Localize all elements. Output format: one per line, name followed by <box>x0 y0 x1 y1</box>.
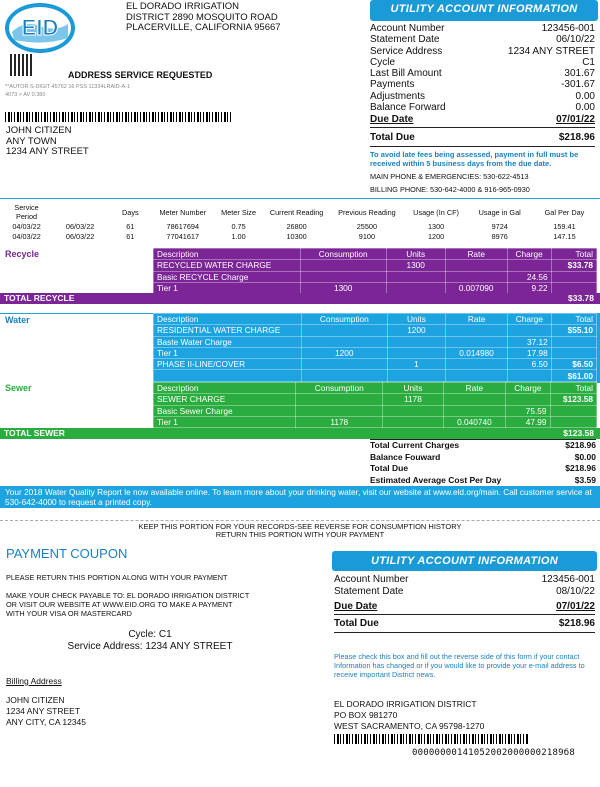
charge-cell <box>387 336 446 347</box>
divider <box>334 614 595 615</box>
coupon-service-address: Service Address: 1234 ANY STREET <box>67 641 233 652</box>
charge-cell: Tier 1 <box>154 416 296 427</box>
column-header: Consumption <box>300 249 386 260</box>
summary-value: $218.96 <box>565 440 596 450</box>
charge-cell: 9.22 <box>507 282 551 293</box>
field-label: Cycle <box>370 56 396 68</box>
keep-portion-line: KEEP THIS PORTION FOR YOUR RECORDS-SEE REVERSE FOR CONSUMPTION HISTORY <box>0 520 600 531</box>
coupon-due-date-value: 07/01/22 <box>556 601 595 612</box>
total-due-value: $218.96 <box>558 132 595 143</box>
total-due-row <box>370 132 595 143</box>
usage-cell: 78617694 <box>166 221 200 231</box>
due-date-row <box>370 114 595 125</box>
column-header: Rate <box>446 314 508 325</box>
due-date-value: 07/01/22 <box>556 114 595 125</box>
charge-cell: 1 <box>387 359 446 370</box>
coupon-due-date-row <box>334 601 595 612</box>
usage-cell: 04/03/22 <box>12 221 41 231</box>
coupon-total-due-value: $218.96 <box>558 618 595 629</box>
charge-cell: 1300 <box>386 260 445 271</box>
charge-cell <box>443 405 506 416</box>
column-header: Total <box>550 383 596 394</box>
account-info-panel <box>370 23 595 113</box>
return-portion-line: RETURN THIS PORTION WITH YOUR PAYMENT <box>215 530 385 539</box>
recycle-row <box>154 282 597 293</box>
charge-cell <box>302 359 387 370</box>
usage-cell: 26800 <box>286 221 307 231</box>
cacct-row <box>334 574 595 586</box>
charge-cell <box>296 405 383 416</box>
charge-cell: 1200 <box>302 347 387 358</box>
field-label: Last Bill Amount <box>370 68 442 80</box>
charge-cell <box>507 325 551 336</box>
recycle-row <box>154 260 597 271</box>
charge-cell: RESIDENTIAL WATER CHARGE <box>154 325 302 336</box>
billing-phone: BILLING PHONE: 530-642-4000 & 916-965-0930 <box>370 185 530 194</box>
acct-row <box>370 23 595 34</box>
usage-cell: 9100 <box>358 231 376 241</box>
sewer-row <box>154 394 597 405</box>
address-line: PO BOX 981270 <box>334 710 398 720</box>
company-address-1: DISTRICT 2890 MOSQUITO ROAD <box>126 11 278 23</box>
usage-column-header: Meter Number <box>159 207 207 217</box>
water-row <box>154 370 597 381</box>
usage-cell: 04/03/22 <box>12 231 41 241</box>
total-recycle-bar <box>0 293 600 304</box>
charge-cell <box>302 325 387 336</box>
account-info-title: UTILITY ACCOUNT INFORMATION <box>370 0 598 21</box>
customer-name: JOHN CITIZEN <box>6 125 72 136</box>
water-row <box>154 336 597 347</box>
customer-line2: ANY TOWN <box>6 135 57 147</box>
column-header: Units <box>383 383 443 394</box>
column-header: Consumption <box>302 314 387 325</box>
charge-cell <box>300 271 386 282</box>
payment-coupon-title: PAYMENT COUPON <box>6 546 128 561</box>
charge-cell: $33.78 <box>551 260 596 271</box>
coupon-account-info-title: UTILITY ACCOUNT INFORMATION <box>332 551 597 571</box>
summary-row <box>370 475 596 487</box>
summary-label: Total Current Charges <box>370 440 460 450</box>
charge-cell <box>445 271 507 282</box>
usage-cell: 8976 <box>491 231 508 241</box>
acct-row <box>370 46 595 57</box>
charge-cell: $6.50 <box>551 359 596 370</box>
summary-label: Estimated Average Cost Per Day <box>370 474 502 485</box>
usage-cell: 77041617 <box>166 231 200 241</box>
charge-cell: $61.00 <box>551 370 596 381</box>
column-header: Total <box>551 249 596 260</box>
charge-cell <box>446 325 508 336</box>
usage-cell: 06/03/22 <box>65 231 95 241</box>
recycle-header-row <box>154 249 597 260</box>
field-label: Statement Date <box>334 586 404 597</box>
charge-cell: 47.99 <box>506 416 550 427</box>
water-row <box>154 325 597 336</box>
sewer-row <box>154 405 597 416</box>
charge-cell: RECYCLED WATER CHARGE <box>154 260 301 271</box>
coupon-payable-to <box>6 591 249 618</box>
field-value: C1 <box>582 56 595 68</box>
usage-cell: 61 <box>126 231 135 241</box>
charge-cell <box>507 370 551 381</box>
charge-cell: Basic Sewer Charge <box>154 405 296 416</box>
charge-cell <box>386 271 445 282</box>
water-rule <box>0 313 153 314</box>
column-header: Description <box>154 383 296 394</box>
summary-value: $0.00 <box>574 451 596 462</box>
charge-cell <box>443 394 506 405</box>
due-date-label: Due Date <box>370 114 414 125</box>
cacct-row <box>334 586 595 598</box>
column-header: Charge <box>507 249 551 260</box>
column-header: Consumption <box>296 383 383 394</box>
summary-row <box>370 440 596 452</box>
address-line: 1234 ANY STREET <box>6 706 81 716</box>
svg-text:EID: EID <box>21 15 59 40</box>
total-sewer-label: TOTAL SEWER <box>4 428 65 438</box>
charge-cell: 1300 <box>300 282 386 293</box>
usage-cell: 61 <box>126 221 135 231</box>
field-label: Balance Forward <box>370 102 446 114</box>
divider <box>370 146 595 147</box>
usage-row <box>2 221 598 231</box>
billing-address-label: Billing Address <box>6 676 62 686</box>
company-address <box>126 2 281 34</box>
recycle-table <box>153 248 597 294</box>
charge-cell <box>383 416 443 427</box>
summary-value: $218.96 <box>565 463 596 473</box>
divider <box>334 632 595 633</box>
column-header: Total <box>551 314 596 325</box>
coupon-instruction: PLEASE RETURN THIS PORTION ALONG WITH YOUR PAYMENT <box>6 573 228 582</box>
field-label: Statement Date <box>370 34 440 46</box>
total-due-label: Total Due <box>370 132 415 143</box>
charge-cell <box>386 282 445 293</box>
address-line: WEST SACRAMENTO, CA 95798-1270 <box>334 721 485 731</box>
late-fee-note: To avoid late fees being assessed, payment in full must be received within 5 business days from the due date. <box>370 150 579 168</box>
address-line: JOHN CITIZEN <box>6 695 65 705</box>
remit-barcode <box>334 734 528 744</box>
charge-cell: Baste Water Charge <box>154 336 302 347</box>
contact-change-note: Please check this box and fill out the reverse side of this form if your contact Information has changed or if you would like to provide your e-mail address to receive important District news. <box>334 652 585 679</box>
total-sewer-value: $123.58 <box>563 428 594 438</box>
column-header: Description <box>154 249 301 260</box>
column-header: Charge <box>507 314 551 325</box>
payable-line-3: WITH YOUR VISA OR MASTERCARD <box>6 609 132 618</box>
total-recycle-label: TOTAL RECYCLE <box>4 293 75 303</box>
field-label: Service Address <box>370 45 443 57</box>
usage-column-header: Days <box>122 207 139 217</box>
charge-cell <box>387 347 446 358</box>
remit-address <box>334 699 484 732</box>
acct-row <box>370 57 595 68</box>
acct-row <box>370 102 595 113</box>
ocr-scanline: 000000001410520020000002189б8 <box>412 748 575 758</box>
charge-cell: $55.10 <box>551 325 596 336</box>
mail-code-1: **AUTOR S-DIGIT 45762 16 PSS 11334LRAID-A-1 <box>5 84 131 90</box>
charge-cell <box>551 271 596 282</box>
water-row <box>154 347 597 358</box>
field-label: Account Number <box>334 574 409 585</box>
acct-row <box>370 68 595 79</box>
coupon-cycle-address <box>0 629 300 653</box>
billing-address <box>6 695 86 728</box>
charge-cell: 75.59 <box>506 405 550 416</box>
charge-cell <box>446 359 508 370</box>
charge-cell: SEWER CHARGE <box>154 394 296 405</box>
address-line: ANY CITY, CA 12345 <box>6 717 87 727</box>
charge-cell <box>446 370 508 381</box>
summary-value: $3.59 <box>574 474 596 485</box>
charge-cell <box>446 336 508 347</box>
summary-label: Balance Fouward <box>370 451 441 462</box>
usage-cell: 25500 <box>356 221 378 231</box>
usage-cell: 1300 <box>427 221 445 231</box>
usage-table <box>2 203 598 241</box>
charge-cell: 1178 <box>383 394 443 405</box>
usage-divider <box>0 198 600 199</box>
charge-cell: 0.014980 <box>446 347 508 358</box>
field-value: 0.00 <box>575 102 595 114</box>
customer-address <box>6 126 89 158</box>
usage-column-header: Usage in Gal <box>478 207 521 217</box>
field-value: -301.67 <box>561 79 595 91</box>
acct-row <box>370 79 595 90</box>
charge-cell: 17.98 <box>507 347 551 358</box>
address-service-requested: ADDRESS SERVICE REQUESTED <box>68 70 213 80</box>
acct-row <box>370 34 595 45</box>
charge-cell <box>387 370 446 381</box>
divider <box>370 127 595 128</box>
summary-row <box>370 452 596 464</box>
field-value: 301.67 <box>564 68 595 80</box>
column-header: Charge <box>506 383 550 394</box>
charge-cell <box>507 260 551 271</box>
usage-cell: 06/03/22 <box>65 221 95 231</box>
usage-column-header <box>51 203 109 221</box>
usage-cell: 1.00 <box>231 231 246 241</box>
recycle-section-label: Recycle <box>5 249 40 259</box>
coupon-total-due-label: Total Due <box>334 618 379 629</box>
usage-header-row <box>2 203 598 221</box>
mail-code-2: 4073 > AV 0.380 <box>5 92 46 98</box>
column-header: Rate <box>445 249 507 260</box>
charge-cell <box>296 394 383 405</box>
field-value: 1234 ANY STREET <box>507 45 595 57</box>
column-header: Description <box>154 314 302 325</box>
coupon-cycle: Cycle: C1 <box>128 629 172 640</box>
customer-line3: 1234 ANY STREET <box>6 146 89 157</box>
charge-cell: 0.007090 <box>445 282 507 293</box>
coupon-total-due-row <box>334 618 595 629</box>
acct-row <box>370 91 595 102</box>
charge-cell <box>300 260 386 271</box>
coupon-due-date-label: Due Date <box>334 601 378 612</box>
total-recycle-value: $33.78 <box>568 293 594 303</box>
address-line: EL DORADO IRRIGATION DISTRICT <box>334 699 477 709</box>
sewer-header-row <box>154 383 597 394</box>
column-header: Units <box>386 249 445 260</box>
charges-summary <box>370 439 596 486</box>
water-row <box>154 359 597 370</box>
column-header: Units <box>387 314 446 325</box>
charge-cell: $123.58 <box>550 394 596 405</box>
water-quality-notice: Your 2018 Water Quality Report le now available online. To learn more about your drinking water, visit our website at www.eld.org/main. Call customer service at 530-642-4000 to request a printed copy. <box>0 486 600 508</box>
field-label: Account Number <box>370 23 445 34</box>
water-section-label: Water <box>5 315 30 325</box>
charge-cell: Tier 1 <box>154 282 301 293</box>
usage-column-header: Gal Per Day <box>544 207 585 217</box>
charge-cell <box>383 405 443 416</box>
usage-row <box>2 231 598 241</box>
usage-column-header: Current Reading <box>269 207 324 217</box>
usage-column-header: Meter Size <box>221 207 257 217</box>
recycle-row <box>154 271 597 282</box>
postal-barcode <box>5 112 233 122</box>
total-sewer-bar <box>0 428 600 439</box>
charge-cell: 24.56 <box>507 271 551 282</box>
charge-cell: 1200 <box>387 325 446 336</box>
charge-cell: 1178 <box>296 416 383 427</box>
field-value: 0.00 <box>575 90 595 102</box>
company-name: EL DORADO IRRIGATION <box>126 1 239 12</box>
eid-logo <box>4 2 76 54</box>
charge-cell <box>550 405 596 416</box>
charge-cell: Tier 1 <box>154 347 302 358</box>
usage-cell: 159.41 <box>553 221 576 231</box>
charge-cell <box>551 347 596 358</box>
usage-cell: 147.15 <box>553 231 576 241</box>
charge-cell: Basic RECYCLE Charge <box>154 271 301 282</box>
usage-column-header: Usage (In CF) <box>413 207 459 217</box>
sewer-table <box>153 382 597 428</box>
summary-label: Total Due <box>370 463 409 473</box>
usage-cell: 0.75 <box>231 221 246 231</box>
usage-cell: 9724 <box>491 221 508 231</box>
field-label: Adjustments <box>370 90 426 102</box>
payable-line-2: OR VISIT OUR WEBSITE AT WWW.EID.ORG TO MAKE A PAYMENT <box>6 600 233 609</box>
field-value: 123456-001 <box>541 23 595 34</box>
charge-cell <box>551 336 596 347</box>
sewer-section-label: Sewer <box>5 383 32 393</box>
charge-cell: 37.12 <box>507 336 551 347</box>
water-table <box>153 313 597 382</box>
charge-cell <box>506 394 550 405</box>
charge-cell: PHASE II-LINE/COVER <box>154 359 302 370</box>
main-phone: MAIN PHONE & EMERGENCIES: 530-622-4513 <box>370 172 529 181</box>
column-header: Rate <box>443 383 506 394</box>
summary-row <box>370 463 596 475</box>
charge-cell <box>302 370 387 381</box>
charge-cell <box>302 336 387 347</box>
field-label: Payments <box>370 79 415 91</box>
qr-code <box>10 54 32 76</box>
field-value: 123456-001 <box>541 574 595 585</box>
charge-cell: 0.040740 <box>443 416 506 427</box>
charge-cell: 6.50 <box>507 359 551 370</box>
usage-cell: 1200 <box>427 231 445 241</box>
company-address-2: PLACERVILLE, CALIFORNIA 95667 <box>126 22 281 33</box>
coupon-account-info <box>334 574 595 598</box>
field-value: 06/10/22 <box>556 34 595 46</box>
field-value: 08/10/22 <box>556 586 595 597</box>
sewer-row <box>154 416 597 427</box>
usage-cell: 10300 <box>286 231 307 241</box>
water-header-row <box>154 314 597 325</box>
charge-cell <box>445 260 507 271</box>
usage-column-header: Previous Reading <box>338 207 396 217</box>
charge-cell <box>551 282 596 293</box>
usage-column-header: Service Period <box>14 203 39 221</box>
charge-cell <box>154 370 302 381</box>
payable-line-1: MAKE YOUR CHECK PAYABLE TO: EL DORADO IRRIGATION DISTRICT <box>6 591 250 600</box>
charge-cell <box>550 416 596 427</box>
